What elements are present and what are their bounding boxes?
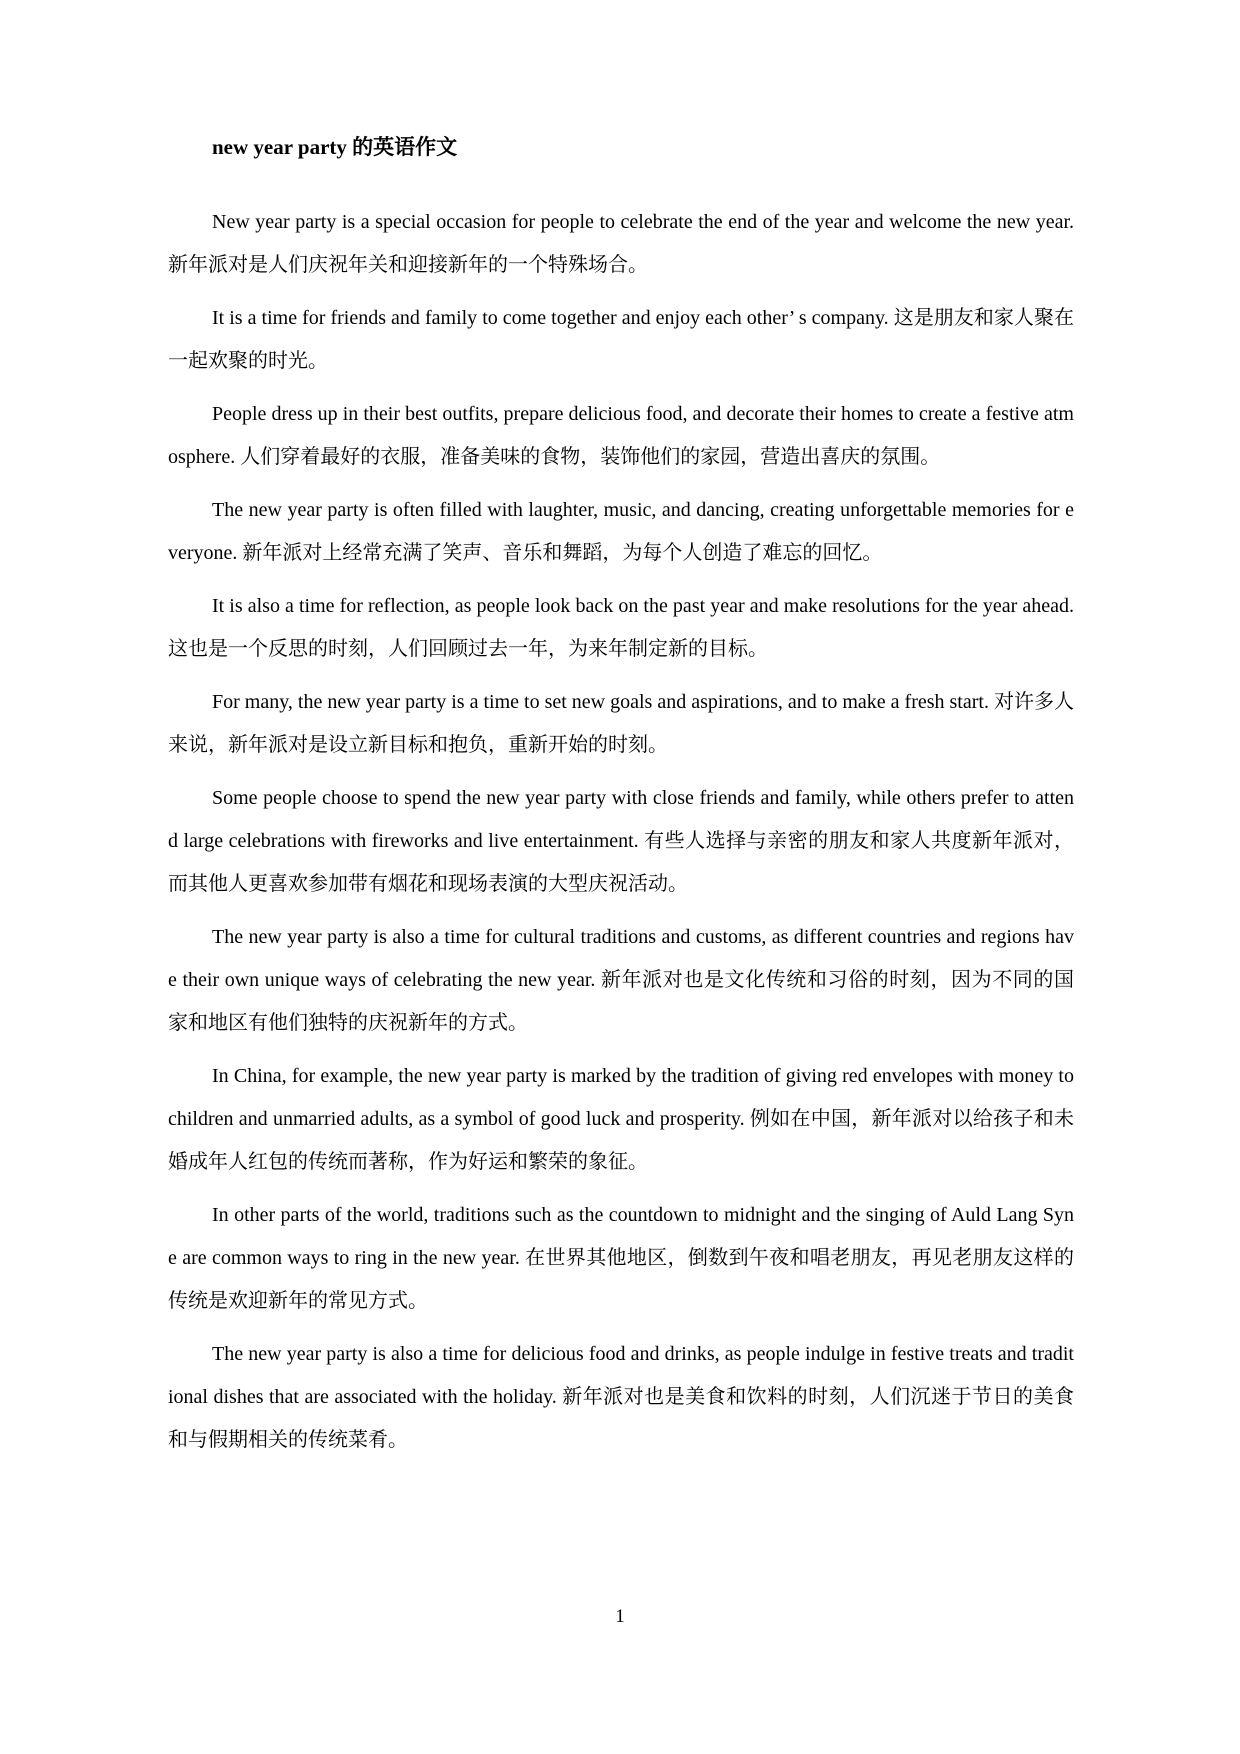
paragraph-4: The new year party is often filled with laughter, music, and dancing, creating unforgettable memories for everyone. 新年派对上经常充满了笑声、音乐和舞蹈，为每个人创造了难忘的回忆。 bbox=[168, 499, 1074, 564]
page-number: 1 bbox=[615, 1606, 625, 1627]
document-content bbox=[168, 126, 1074, 1472]
paragraph-8: The new year party is also a time for cultural traditions and customs, as different countries and regions have their own unique ways of celebrating the new year. 新年派对也是文化传统和习俗的时刻，因为不同的国家和地区有他们独特的庆祝新年的方式。 bbox=[168, 926, 1074, 1034]
paragraph-1: New year party is a special occasion for people to celebrate the end of the year and welcome the new year. 新年派对是人们庆祝年关和迎接新年的一个特殊场合。 bbox=[168, 211, 1074, 276]
paragraph-6: For many, the new year party is a time to set new goals and aspirations, and to make a fresh start. 对许多人来说，新年派对是设立新目标和抱负，重新开始的时刻。 bbox=[168, 691, 1074, 756]
document-title: new year party 的英语作文 bbox=[212, 135, 458, 159]
paragraph-2: It is a time for friends and family to come together and enjoy each other’ s company. 这是朋友和家人聚在一起欢聚的时光。 bbox=[168, 307, 1074, 372]
paragraph-11: The new year party is also a time for delicious food and drinks, as people indulge in festive treats and traditional dishes that are associated with the holiday. 新年派对也是美食和饮料的时刻，人们沉迷于节日的美食和与假期相关的传统菜肴。 bbox=[168, 1343, 1074, 1451]
paragraph-9: In China, for example, the new year party is marked by the tradition of giving red envelopes with money to children and unmarried adults, as a symbol of good luck and prosperity. 例如在中国，新年派对以给孩子和未婚成年人红包的传统而著称，作为好运和繁荣的象征。 bbox=[168, 1065, 1074, 1173]
page-footer bbox=[0, 1605, 1240, 1629]
paragraph-3: People dress up in their best outfits, prepare delicious food, and decorate their homes to create a festive atmosphere. 人们穿着最好的衣服，准备美味的食物，装饰他们的家园，营造出喜庆的氛围。 bbox=[168, 403, 1074, 468]
paragraph-10: In other parts of the world, traditions such as the countdown to midnight and the singing of Auld Lang Syne are common ways to ring in the new year. 在世界其他地区，倒数到午夜和唱老朋友，再见老朋友这样的传统是欢迎新年的常见方式。 bbox=[168, 1204, 1074, 1312]
paragraph-5: It is also a time for reflection, as people look back on the past year and make resolutions for the year ahead. 这也是一个反思的时刻，人们回顾过去一年，为来年制定新的目标。 bbox=[168, 595, 1074, 660]
paragraph-7: Some people choose to spend the new year party with close friends and family, while others prefer to attend large celebrations with fireworks and live entertainment. 有些人选择与亲密的朋友和家人共度新年派对，而其他人更喜欢参加带有烟花和现场表演的大型庆祝活动。 bbox=[168, 787, 1074, 895]
